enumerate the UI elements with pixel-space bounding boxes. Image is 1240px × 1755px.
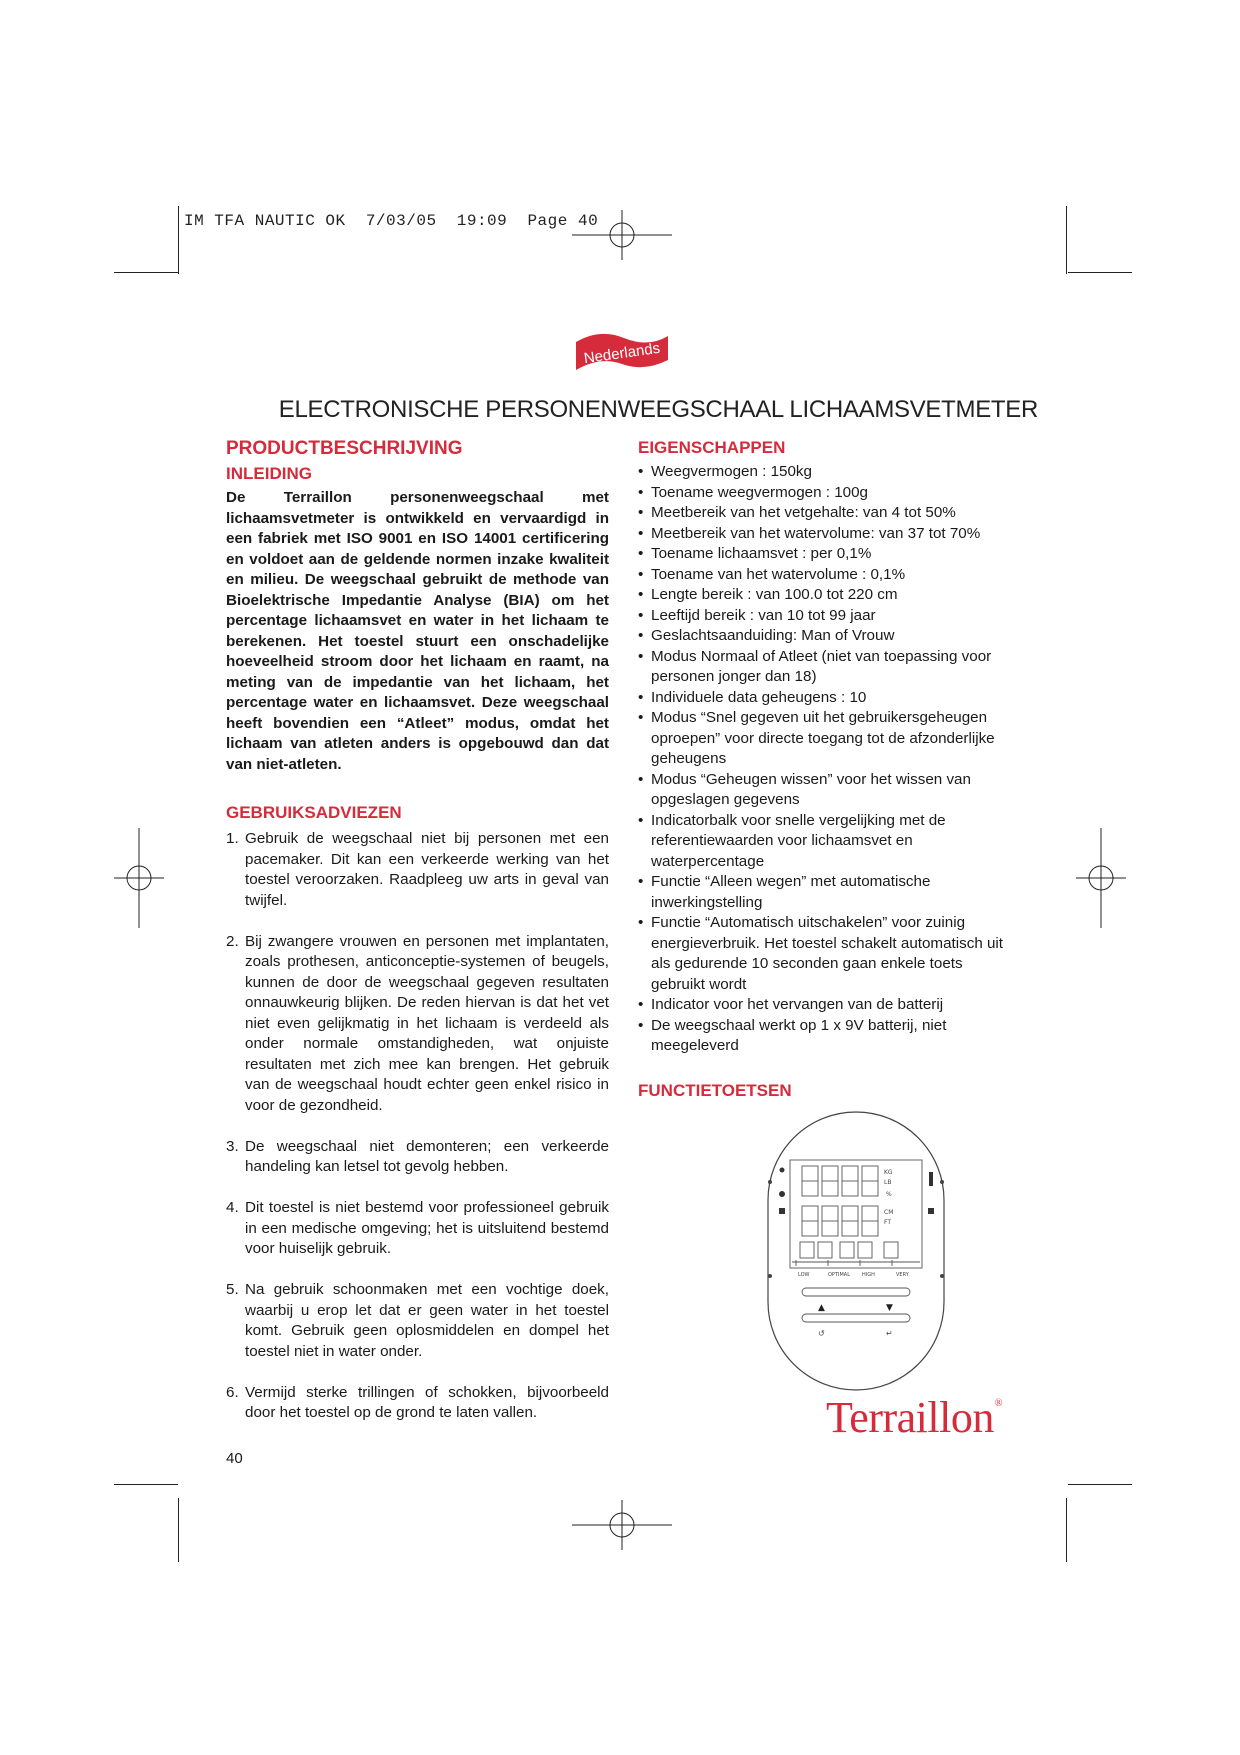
registered-mark: ® — [994, 1398, 1002, 1409]
registration-mark-right — [1076, 828, 1126, 928]
list-item: • Weegvermogen : 150kg — [638, 462, 1020, 483]
bar-label-optimal: OPTIMAL — [828, 1272, 850, 1278]
list-item — [226, 1198, 609, 1260]
list-item: • Meetbereik van het watervolume: van 37 tot 70% — [638, 524, 1020, 545]
bar-label-low: LOW — [798, 1272, 810, 1278]
list-item: • Toename van het watervolume : 0,1% — [638, 565, 1020, 586]
list-item: • Geslachtsaanduiding: Man of Vrouw — [638, 626, 1020, 647]
svg-text:CM: CM — [884, 1209, 894, 1216]
bar-label-very: VERY — [896, 1272, 909, 1278]
list-item: • Meetbereik van het vetgehalte: van 4 tot 50% — [638, 503, 1020, 524]
list-item-number: 1. — [226, 830, 239, 847]
page-number: 40 — [226, 1450, 243, 1467]
crop-mark — [178, 1498, 179, 1562]
list-item: • Indicatorbalk voor snelle vergelijking met de referentiewaarden voor lichaamsvet en waterpercentage — [638, 811, 1020, 873]
page-title: ELECTRONISCHE PERSONENWEEGSCHAAL LICHAAMSVETMETER — [278, 396, 1038, 423]
intro-paragraph: De Terraillon personenweegschaal met lichaamsvetmeter is ontwikkeld en vervaardigd in een fabriek met ISO 9001 en ISO 14001 certificering en voldoet aan de geldende normen inzake kwaliteit en milieu. De weegschaal gebruikt de methode van Bioelektrische Impedantie Analyse (BIA) om het percentage lichaamsvet en water in het lichaam te berekenen. Het toestel stuurt een onschadelijke hoeveelheid stroom door het lichaam en raamt, na meting van de impedantie van het lichaam, het percentage water en lichaamsvet. Deze weegschaal heeft bovendien een “Atleet” modus, omdat het lichaam van atleten anders is opgebouwd dan dat van niet-atleten. — [226, 489, 609, 773]
section-heading-advice: GEBRUIKSADVIEZEN — [226, 803, 402, 822]
athlete-icon — [929, 1172, 933, 1186]
features-list — [638, 462, 1020, 1057]
brand-logo — [826, 1392, 1002, 1443]
enter-icon: ↵ — [886, 1329, 893, 1338]
list-item-text: Dit toestel is niet bestemd voor professioneel gebruik in een medische omgeving; het is uitsluitend bestemd voor huiselijk gebruik. — [245, 1199, 609, 1257]
list-item — [226, 932, 609, 1117]
printer-slug: IM TFA NAUTIC OK 7/03/05 19:09 Page 40 — [184, 212, 599, 230]
list-item-text: Na gebruik schoonmaken met een vochtige doek, waarbij u erop let dat er geen water in het toestel komt. Gebruik geen oplosmiddelen en dompel het toestel niet in water onder. — [245, 1281, 609, 1360]
person-icon — [928, 1208, 934, 1214]
list-item: • Leeftijd bereik : van 10 tot 99 jaar — [638, 606, 1020, 627]
list-item: • Individuele data geheugens : 10 — [638, 688, 1020, 709]
list-item: • Lengte bereik : van 100.0 tot 220 cm — [638, 585, 1020, 606]
list-item: • Modus Normaal of Atleet (niet van toepassing voor personen jonger dan 18) — [638, 647, 1020, 688]
list-item: • Functie “Automatisch uitschakelen” voor zuinig energieverbruik. Het toestel schakelt automatisch uit als gedurende 10 seconden gaan enkele toets gebruikt wordt — [638, 913, 1020, 995]
left-column — [226, 436, 609, 1444]
crop-mark — [1066, 1498, 1067, 1562]
fat-icon — [779, 1208, 785, 1214]
list-item-text: De weegschaal niet demonteren; een verkeerde handeling kan letsel tot gevolg hebben. — [245, 1137, 609, 1175]
crop-mark — [178, 206, 179, 274]
list-item-number: 2. — [226, 932, 239, 950]
list-item-text: Gebruik de weegschaal niet bij personen met een pacemaker. Dit kan een verkeerde werking van het toestel veroorzaken. Raadpleeg uw arts in geval van twijfel. — [245, 830, 609, 909]
list-item — [226, 1383, 609, 1424]
bar-label-high: HIGH — [862, 1272, 875, 1278]
language-flag — [572, 326, 672, 376]
weight-icon — [780, 1168, 785, 1173]
crop-mark — [1068, 272, 1132, 273]
crop-mark — [1066, 206, 1067, 274]
list-item: • Toename lichaamsvet : per 0,1% — [638, 544, 1020, 565]
list-item: • Indicator voor het vervangen van de batterij — [638, 995, 1020, 1016]
brand-name: Terraillon — [826, 1393, 994, 1442]
svg-text:%: % — [886, 1191, 892, 1198]
up-button[interactable]: ▲ — [818, 1303, 825, 1313]
registration-mark-bottom — [572, 1500, 672, 1550]
list-item-text: Bij zwangere vrouwen en personen met implantaten, zoals prothesen, anticonceptie-systemen of beugels, kunnen de door de weegschaal gegeven resultaten onnauwkeurig blijken. De reden hiervan is dat het vet niet even gelijkmatig in het lichaam is verdeeld als onder normale omstandigheden, wat onjuiste resultaten met zich mee kan brengen. Het gebruik van de weegschaal houdt echter geen enkel risico in voor de gezondheid. — [245, 932, 609, 1114]
section-heading-keys: FUNCTIETOETSEN — [638, 1080, 792, 1100]
language-flag-label: Nederlands — [582, 339, 662, 368]
list-item: • Modus “Geheugen wissen” voor het wissen van opgeslagen gegevens — [638, 770, 1020, 811]
list-item: • Functie “Alleen wegen” met automatische inwerkingstelling — [638, 872, 1020, 913]
recall-icon: ↺ — [818, 1329, 825, 1338]
advice-list — [226, 829, 609, 1424]
crop-mark — [114, 272, 178, 273]
list-item-text: Vermijd sterke trillingen of schokken, bijvoorbeeld door het toestel op de grond te laten vallen. — [245, 1383, 609, 1421]
list-item — [226, 829, 609, 911]
screw-icon — [940, 1180, 944, 1184]
down-button[interactable]: ▼ — [886, 1303, 893, 1313]
svg-text:FT: FT — [884, 1219, 892, 1226]
list-item: • De weegschaal werkt op 1 x 9V batterij, niet meegeleverd — [638, 1016, 1020, 1057]
section-heading-intro: INLEIDING — [226, 464, 312, 483]
svg-text:KG: KG — [884, 1169, 893, 1176]
right-column — [638, 436, 1020, 1103]
section-heading-product: PRODUCTBESCHRIJVING — [226, 438, 463, 459]
scale-illustration — [766, 1110, 946, 1392]
list-item: • Toename weegvermogen : 100g — [638, 483, 1020, 504]
screw-icon — [768, 1180, 772, 1184]
list-item: • Modus “Snel gegeven uit het gebruikersgeheugen oproepen” voor directe toegang tot de afzonderlijke geheugens — [638, 708, 1020, 770]
list-item — [226, 1280, 609, 1362]
list-item-number: 5. — [226, 1281, 239, 1298]
svg-text:LB: LB — [884, 1179, 892, 1186]
crop-mark — [1068, 1484, 1132, 1485]
list-item-number: 6. — [226, 1383, 239, 1401]
water-drop-icon — [779, 1191, 785, 1197]
list-item-number: 4. — [226, 1199, 239, 1216]
screw-icon — [768, 1274, 772, 1278]
list-item-number: 3. — [226, 1137, 239, 1155]
list-item — [226, 1137, 609, 1178]
section-heading-features: EIGENSCHAPPEN — [638, 438, 786, 457]
crop-mark — [114, 1484, 178, 1485]
registration-mark-left — [114, 828, 164, 928]
screw-icon — [940, 1274, 944, 1278]
